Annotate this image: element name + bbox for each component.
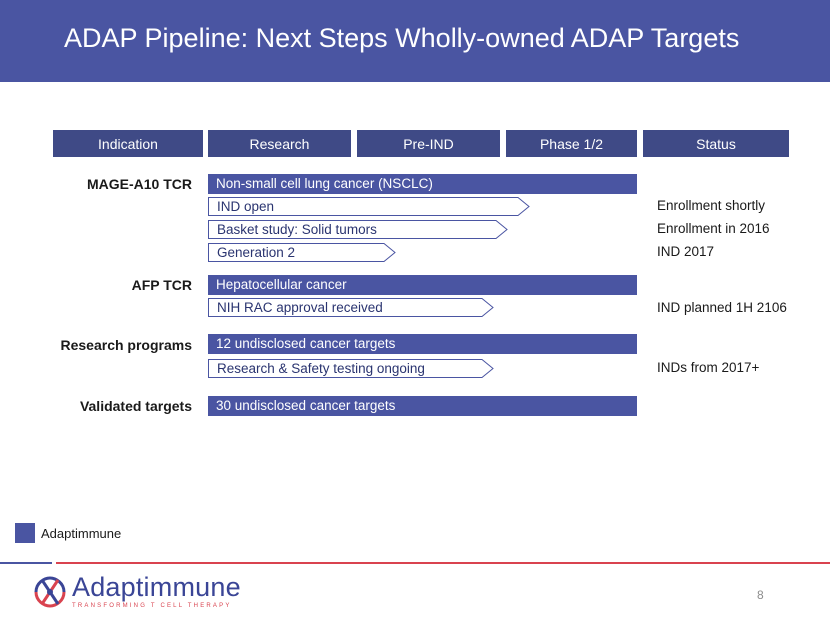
slide-title: ADAP Pipeline: Next Steps Wholly-owned ADAP Targets <box>64 23 740 53</box>
logo-mark-icon <box>30 574 70 610</box>
arrow-basket-text: Basket study: Solid tumors <box>217 222 377 237</box>
header-indication: Indication <box>53 130 203 157</box>
arrow-nih-rac-text: NIH RAC approval received <box>217 300 383 315</box>
row-label-validated: Validated targets <box>79 398 192 414</box>
row-label-afp: AFP TCR <box>131 277 192 293</box>
bar-validated: 30 undisclosed cancer targets <box>208 396 637 416</box>
status-mage-2: Enrollment in 2016 <box>657 221 770 236</box>
arrow-safety-text: Research & Safety testing ongoing <box>217 361 425 376</box>
legend-label: Adaptimmune <box>41 526 122 541</box>
logo-wordmark: Adaptimmune <box>72 572 241 602</box>
header-research: Research <box>208 130 351 157</box>
bar-mage: Non-small cell lung cancer (NSCLC) <box>208 174 637 194</box>
row-label-research: Research programs <box>60 337 192 353</box>
bar-research: 12 undisclosed cancer targets <box>208 334 637 354</box>
arrow-ind-open-text: IND open <box>217 199 275 214</box>
header-pre-ind: Pre-IND <box>357 130 500 157</box>
footer-rule-red <box>56 562 830 564</box>
footer-rule-blue <box>0 562 52 564</box>
legend-swatch <box>15 523 35 543</box>
page-number: 8 <box>757 588 764 602</box>
row-label-mage: MAGE-A10 TCR <box>86 176 192 192</box>
status-mage-1: Enrollment shortly <box>657 198 766 213</box>
header-phase: Phase 1/2 <box>506 130 637 157</box>
status-afp-1: IND planned 1H 2106 <box>657 300 787 315</box>
title-bar <box>0 0 830 82</box>
logo-tagline: TRANSFORMING T CELL THERAPY <box>72 603 232 609</box>
status-mage-3: IND 2017 <box>657 244 715 259</box>
bar-afp: Hepatocellular cancer <box>208 275 637 295</box>
status-research-1: INDs from 2017+ <box>657 360 760 375</box>
arrow-gen2-text: Generation 2 <box>217 245 296 260</box>
adaptimmune-logo <box>30 572 241 612</box>
header-status: Status <box>643 130 789 157</box>
